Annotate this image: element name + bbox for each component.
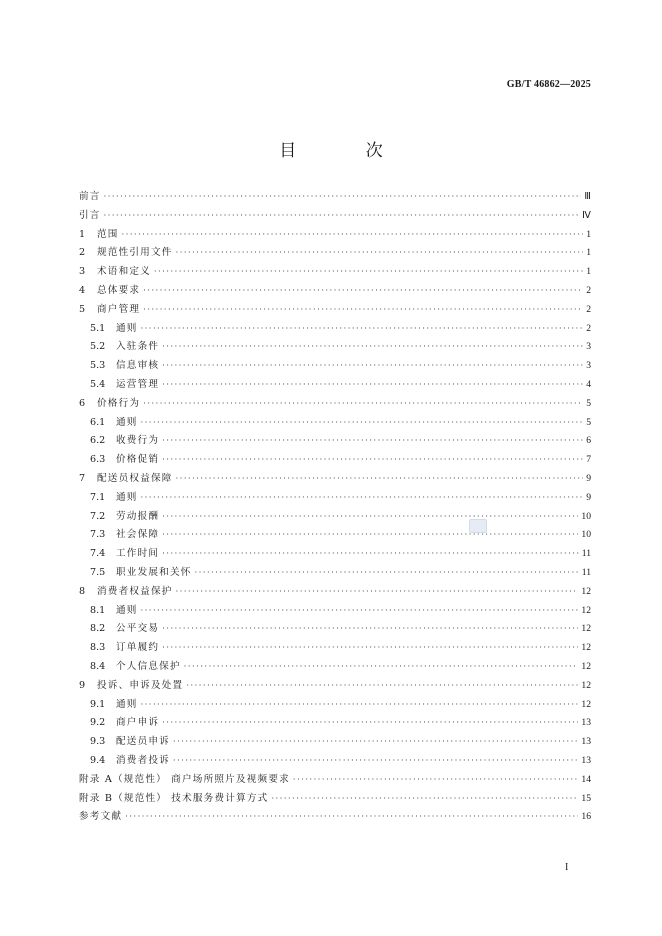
toc-leader-dots — [143, 282, 583, 301]
toc-leader-dots — [122, 226, 584, 245]
toc-entry-page: 10 — [581, 529, 591, 541]
toc-entry-page: 6 — [586, 435, 591, 447]
toc-leader-dots — [154, 263, 583, 282]
toc-entry-title: 订单履约 — [116, 642, 160, 654]
toc-entry-title: 附录 B（规范性） 技术服务费计算方式 — [79, 792, 269, 804]
toc-entry-number: 7.1 — [90, 491, 106, 503]
toc-entry-title: 通则 — [116, 491, 138, 503]
toc-entry[interactable] — [79, 602, 591, 621]
toc-entry-page: Ⅲ — [584, 191, 591, 202]
toc-entry-title: 投诉、申诉及处置 — [97, 679, 184, 691]
toc-leader-dots — [143, 395, 583, 414]
toc-entry-title: 通则 — [116, 416, 138, 428]
toc-leader-dots — [125, 808, 578, 827]
toc-leader-dots — [141, 602, 579, 621]
toc-entry-number: 9.1 — [90, 698, 106, 710]
toc-leader-dots — [141, 489, 584, 508]
toc-entry-page: 12 — [581, 698, 591, 710]
toc-entry[interactable] — [79, 508, 591, 527]
toc-entry-number: 7.4 — [90, 548, 106, 560]
toc-entry-number: 6.2 — [90, 435, 106, 447]
toc-leader-dots — [293, 771, 578, 790]
toc-entry-title: 附录 A（规范性） 商户场所照片及视频要求 — [79, 773, 290, 785]
toc-leader-dots — [176, 244, 584, 263]
toc-entry[interactable] — [79, 188, 591, 207]
toc-entry-page: 1 — [586, 247, 591, 259]
toc-entry-number: 5.2 — [90, 341, 106, 353]
toc-entry[interactable] — [79, 357, 591, 376]
toc-entry-page: 15 — [581, 792, 591, 804]
toc-entry-page: 14 — [581, 773, 591, 785]
toc-entry[interactable] — [79, 244, 591, 263]
toc-entry-title: 工作时间 — [116, 548, 160, 560]
toc-entry[interactable] — [79, 207, 591, 226]
toc-leader-dots — [141, 696, 579, 715]
toc-entry-title: 通则 — [116, 322, 138, 334]
toc-entry-page: 1 — [586, 266, 591, 278]
toc-entry-number: 5.1 — [90, 322, 106, 334]
toc-leader-dots — [173, 733, 578, 752]
toc-entry-number: 6 — [79, 397, 86, 409]
toc-entry-page: 11 — [581, 566, 591, 578]
toc-entry-page: 3 — [586, 360, 591, 372]
page-number: I — [565, 862, 569, 873]
toc-entry[interactable] — [79, 677, 591, 696]
toc-entry-page: 12 — [581, 642, 591, 654]
toc-entry-number: 8.2 — [90, 623, 106, 635]
toc-entry[interactable] — [79, 451, 591, 470]
toc-entry-title: 社会保障 — [116, 529, 160, 541]
toc-entry[interactable] — [79, 658, 591, 677]
toc-entry-page: 2 — [586, 303, 591, 315]
toc-entry-page: 9 — [586, 472, 591, 484]
toc-entry-number: 6.1 — [90, 416, 106, 428]
toc-leader-dots — [162, 432, 583, 451]
toc-leader-dots — [143, 301, 583, 320]
toc-entry[interactable] — [79, 526, 591, 545]
toc-entry-number: 2 — [79, 247, 86, 259]
toc-entry[interactable] — [79, 226, 591, 245]
toc-leader-dots — [162, 508, 578, 527]
toc-entry[interactable] — [79, 301, 591, 320]
toc-entry-page: 5 — [586, 416, 591, 428]
toc-leader-dots — [162, 545, 579, 564]
toc-entry-page: 12 — [581, 679, 591, 691]
toc-entry-number: 9.2 — [90, 717, 106, 729]
table-of-contents — [79, 188, 591, 827]
toc-entry-number: 6.3 — [90, 454, 106, 466]
toc-entry-title: 入驻条件 — [116, 341, 160, 353]
toc-entry-number: 7 — [79, 472, 86, 484]
toc-entry-page: 4 — [586, 378, 591, 390]
toc-entry-page: 12 — [581, 623, 591, 635]
toc-entry[interactable] — [79, 733, 591, 752]
watermark-icon — [469, 519, 487, 533]
toc-entry-page: 3 — [586, 341, 591, 353]
toc-entry-page: 2 — [586, 284, 591, 296]
toc-entry-title: 商户申诉 — [116, 717, 160, 729]
toc-entry-title: 信息审核 — [116, 360, 160, 372]
toc-entry-page: 11 — [581, 548, 591, 560]
toc-entry[interactable] — [79, 489, 591, 508]
toc-leader-dots — [141, 320, 584, 339]
toc-entry-title: 价格促销 — [116, 454, 160, 466]
toc-entry[interactable] — [79, 282, 591, 301]
toc-entry-page: 16 — [581, 811, 591, 823]
toc-entry-number: 8.1 — [90, 604, 106, 616]
toc-leader-dots — [162, 451, 583, 470]
toc-entry-page: 5 — [586, 397, 591, 409]
toc-entry-title: 配送员申诉 — [116, 736, 170, 748]
toc-entry[interactable] — [79, 320, 591, 339]
toc-leader-dots — [176, 470, 584, 489]
toc-entry-number: 9.4 — [90, 754, 106, 766]
toc-entry-page: 1 — [586, 228, 591, 240]
toc-entry[interactable] — [79, 583, 591, 602]
toc-entry-title: 消费者权益保护 — [97, 585, 173, 597]
toc-entry-page: 13 — [581, 736, 591, 748]
toc-entry[interactable] — [79, 808, 591, 827]
toc-leader-dots — [162, 526, 578, 545]
toc-leader-dots — [162, 338, 583, 357]
toc-entry[interactable] — [79, 376, 591, 395]
toc-entry[interactable] — [79, 696, 591, 715]
toc-entry-number: 3 — [79, 266, 86, 278]
toc-leader-dots — [162, 714, 578, 733]
toc-entry-title: 收费行为 — [116, 435, 160, 447]
toc-entry[interactable] — [79, 414, 591, 433]
toc-entry[interactable] — [79, 620, 591, 639]
toc-entry-number: 7.2 — [90, 510, 106, 522]
toc-entry-title: 总体要求 — [97, 284, 141, 296]
toc-entry-title: 职业发展和关怀 — [116, 566, 192, 578]
toc-entry-title: 消费者投诉 — [116, 754, 170, 766]
toc-entry-page: 12 — [581, 585, 591, 597]
toc-entry-number: 1 — [79, 228, 86, 240]
toc-entry-title: 商户管理 — [97, 303, 141, 315]
toc-entry-title: 前言 — [79, 191, 101, 202]
toc-entry[interactable] — [79, 790, 591, 809]
toc-leader-dots — [173, 752, 578, 771]
toc-entry[interactable] — [79, 263, 591, 282]
toc-entry-number: 5 — [79, 303, 86, 315]
toc-entry-title: 引言 — [79, 209, 101, 221]
toc-leader-dots — [162, 639, 578, 658]
toc-leader-dots — [176, 583, 579, 602]
toc-entry-number: 7.3 — [90, 529, 106, 541]
toc-entry-number: 8.4 — [90, 660, 106, 672]
toc-entry-number: 9 — [79, 679, 86, 691]
toc-entry-number: 5.4 — [90, 378, 106, 390]
toc-entry-page: 7 — [586, 454, 591, 466]
toc-entry[interactable] — [79, 639, 591, 658]
toc-leader-dots — [104, 207, 580, 226]
toc-entry-page: 9 — [586, 491, 591, 503]
toc-entry-page: 10 — [581, 510, 591, 522]
toc-entry[interactable] — [79, 338, 591, 357]
toc-entry-title: 运营管理 — [116, 378, 160, 390]
toc-entry-title: 范围 — [97, 228, 119, 240]
toc-entry[interactable] — [79, 564, 591, 583]
standard-code: GB/T 46862—2025 — [506, 79, 591, 90]
toc-leader-dots — [186, 677, 578, 696]
toc-leader-dots — [271, 790, 578, 809]
toc-entry-page: 12 — [581, 660, 591, 672]
toc-entry[interactable] — [79, 752, 591, 771]
toc-entry-number: 8 — [79, 585, 86, 597]
toc-entry-title: 个人信息保护 — [116, 660, 181, 672]
toc-entry-page: 12 — [581, 604, 591, 616]
toc-leader-dots — [184, 658, 579, 677]
toc-entry-page: Ⅳ — [582, 209, 591, 221]
toc-entry-number: 4 — [79, 284, 86, 296]
toc-entry-number: 8.3 — [90, 642, 106, 654]
toc-entry-title: 公平交易 — [116, 623, 160, 635]
toc-entry-title: 参考文献 — [79, 811, 123, 823]
toc-entry[interactable] — [79, 470, 591, 489]
toc-entry-title: 配送员权益保障 — [97, 472, 173, 484]
toc-entry-number: 9.3 — [90, 736, 106, 748]
toc-entry-page: 13 — [581, 717, 591, 729]
toc-entry-title: 价格行为 — [97, 397, 141, 409]
toc-leader-dots — [141, 414, 584, 433]
toc-entry-title: 术语和定义 — [97, 266, 151, 278]
toc-leader-dots — [162, 376, 583, 395]
toc-entry-number: 5.3 — [90, 360, 106, 372]
toc-leader-dots — [162, 357, 583, 376]
toc-entry[interactable] — [79, 771, 591, 790]
toc-leader-dots — [104, 188, 582, 207]
toc-entry-page: 13 — [581, 754, 591, 766]
toc-entry-title: 规范性引用文件 — [97, 247, 173, 259]
toc-entry[interactable] — [79, 545, 591, 564]
toc-entry[interactable] — [79, 432, 591, 451]
toc-leader-dots — [162, 620, 578, 639]
toc-entry-title: 通则 — [116, 698, 138, 710]
toc-title: 目 次 — [279, 141, 415, 161]
toc-entry-title: 通则 — [116, 604, 138, 616]
toc-entry-page: 2 — [586, 322, 591, 334]
toc-entry[interactable] — [79, 395, 591, 414]
toc-entry-title: 劳动报酬 — [116, 510, 160, 522]
toc-entry-number: 7.5 — [90, 566, 106, 578]
toc-entry[interactable] — [79, 714, 591, 733]
toc-leader-dots — [195, 564, 579, 583]
